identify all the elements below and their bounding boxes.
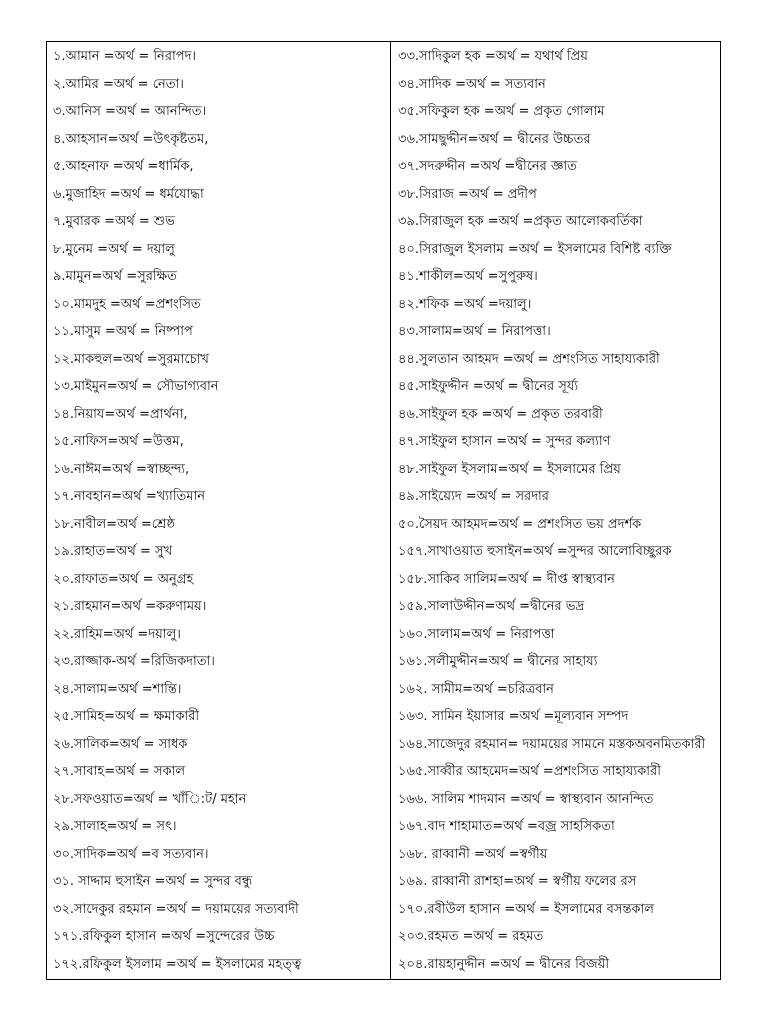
name-entry: ২৬.সালিক=অর্থ = সাধক: [53, 736, 188, 752]
name-entry: ৪৮.সাইফুল ইসলাম=অর্থ = ইসলামের প্রিয়: [398, 461, 621, 477]
name-entry: ৩৩.সাদিকুল হক =অর্থ = যথার্থ প্রিয়: [398, 49, 588, 64]
name-entry: ১৪.নিয়ায=অর্থ =প্রার্থনা,: [53, 406, 188, 422]
name-entry: ৪০.সিরাজুল ইসলাম =অর্থ = ইসলামের বিশিষ্ট ব্যক্তি: [398, 241, 672, 257]
name-entry: ৪৪.সুলতান আহমদ =অর্থ = প্রশংসিত সাহায্যকারী: [398, 351, 660, 367]
name-entry: ১.আমান =অর্থ = নিরাপদ।: [53, 49, 197, 64]
name-entry: ৪২.শফিক =অর্থ =দয়ালু।: [398, 296, 532, 312]
name-entry: ২০৪.রায়হানুদ্দীন =অর্থ = দ্বীনের বিজয়ী: [398, 956, 610, 972]
name-entry: ৩.আনিস =অর্থ = আনন্দিত।: [53, 104, 207, 119]
left-column: [47, 42, 391, 979]
name-entry: ১৭.নাবহান=অর্থ =খ্যাতিমান: [53, 489, 206, 504]
name-entry: ১৬৭.বাদ শাহামাত=অর্থ =বজ্র সাহসিকতা: [398, 819, 615, 834]
right-column: [391, 42, 720, 979]
name-entry: ৩১. সাদ্দাম হুসাইন =অর্থ = সুন্দর বন্ধু: [53, 874, 253, 889]
name-entry: ৫.আহনাফ =অর্থ =ধার্মিক,: [53, 159, 194, 174]
name-entry: ২১.রাহমান=অর্থ =করুণাময়।: [53, 599, 207, 614]
name-entry: ২৮.সফওয়াত=অর্থ = খাঁি:ট/ মহান: [53, 791, 247, 807]
name-entry: ২২.রাহিম=অর্থ =দয়ালু।: [53, 626, 181, 642]
name-entry: ১৭২.রফিকুল ইসলাম =অর্থ = ইসলামের মহত্ত্ব: [53, 956, 302, 972]
name-entry: ২৫.সামিহ=অর্থ = ক্ষমাকারী: [53, 709, 200, 724]
name-entry: ১৫.নাফিস=অর্থ =উত্তম,: [53, 434, 184, 449]
name-entry: ২৭.সাবাহ=অর্থ = সকাল: [53, 764, 186, 779]
name-entry: ৩৪.সাদিক =অর্থ = সত্যবান: [398, 76, 546, 92]
name-entry: ৪৯.সাইয়্যেদ =অর্থ = সরদার: [398, 489, 549, 504]
name-entry: ২০৩.রহমত =অর্থ = রহমত: [398, 929, 544, 944]
name-entry: ৪৬.সাইফুল হক =অর্থ = প্রকৃত তরবারী: [398, 406, 603, 422]
name-entry: ২৪.সালাম=অর্থ =শান্তি।: [53, 681, 182, 697]
name-entry: ৬.মুজাহিদ =অর্থ = ধর্মযোদ্ধা: [53, 186, 204, 202]
name-entry: ১৬৯. রাব্বানী রাশহা=অর্থ = স্বর্গীয় ফলের রস: [398, 874, 637, 889]
name-entry: ৪৭.সাইফুল হাসান =অর্থ = সুন্দর কল্যাণ: [398, 434, 611, 449]
names-table: [46, 41, 721, 980]
name-entry: ৩২.সাদেকুর রহমান =অর্থ = দয়াময়ের সত্যবাদী: [53, 901, 299, 917]
name-entry: ১৫৯.সালাউদ্দীন=অর্থ =দ্বীনের ভদ্র: [398, 599, 585, 614]
name-entry: ১৫৮.সাকিব সালিম=অর্থ = দীপ্ত স্বাস্থ্যবান: [398, 571, 615, 587]
name-entry: ২০.রাফাত=অর্থ = অনুগ্রহ: [53, 571, 194, 587]
name-entry: ৪৩.সালাম=অর্থ = নিরাপত্তা।: [398, 324, 551, 339]
name-entry: ১৬২. সামীম=অর্থ =চরিত্রবান: [398, 681, 554, 697]
name-entry: ৩৫.সফিকুল হক =অর্থ = প্রকৃত গোলাম: [398, 104, 605, 119]
name-entry: ৩৮.সিরাজ =অর্থ = প্রদীপ: [398, 186, 537, 202]
name-entry: ১৬০.সালাম=অর্থ = নিরাপত্তা: [398, 626, 555, 642]
name-entry: ৭.মুবারক =অর্থ = শুভ: [53, 214, 175, 229]
name-entry: ১৯.রাহাত=অর্থ = সুখ: [53, 544, 173, 559]
name-entry: ৫০.সৈয়দ আহমদ=অর্থ = প্রশংসিত ভয় প্রদর্শক: [398, 516, 642, 532]
name-entry: ১১.মাসুম =অর্থ = নিষ্পাপ: [53, 324, 193, 339]
name-entry: ১৭১.রফিকুল হাসান =অর্থ =সুন্দেরের উচ্চ: [53, 929, 275, 944]
name-entry: ২.আমির =অর্থ = নেতা।: [53, 76, 184, 92]
name-entry: ১৬.নাঈম=অর্থ =স্বাচ্ছন্দ্য,: [53, 461, 190, 477]
name-entry: ১৩.মাইমুন=অর্থ = সৌভাগ্যবান: [53, 379, 219, 394]
name-entry: ১৬৫.সাব্বীর আহমেদ=অর্থ =প্রশংসিত সাহায্যকারী: [398, 764, 661, 779]
name-entry: ১৬১.সলীমুদ্দীন=অর্থ = দ্বীনের সাহায্য: [398, 654, 598, 669]
name-entry: ৩০.সাদিক=অর্থ =ব সত্যবান।: [53, 846, 209, 862]
name-entry: ৩৭.সদরুদ্দীন =অর্থ =দ্বীনের জ্ঞাত: [398, 159, 577, 174]
name-entry: ১৬৬. সালিম শাদমান =অর্থ = স্বাস্থ্যবান আনন্দিত: [398, 791, 654, 807]
name-entry: ৪.আহসান=অর্থ =উৎকৃষ্টতম,: [53, 131, 209, 147]
name-entry: ১৬৩. সামিন ইয়াসার =অর্থ =মূল্যবান সম্পদ: [398, 709, 629, 724]
name-entry: ১৬৮. রাব্বানী =অর্থ =স্বর্গীয়: [398, 846, 548, 862]
name-entry: ১৮.নাবীল=অর্থ =শ্রেষ্ঠ: [53, 516, 175, 532]
name-entry: ১৫৭.সাখাওয়াত হুসাইন=অর্থ =সুন্দর আলোবিচ্ছুরক: [398, 544, 672, 559]
name-entry: ২৯.সালাহ=অর্থ = সৎ।: [53, 819, 177, 834]
name-entry: ১০.মামদুহ =অর্থ =প্রশংসিত: [53, 296, 201, 312]
name-entry: ৮.মুনেম =অর্থ = দয়ালু: [53, 241, 175, 257]
name-entry: ৪১.শাকীল=অর্থ =সুপুরুষ।: [398, 269, 538, 284]
name-entry: ১৬৪.সাজেদুর রহমান= দয়াময়ের সামনে মস্তকঅবনমিতকারী: [398, 736, 706, 752]
name-entry: ২৩.রাজ্জাক-অর্থ =রিজিকদাতা।: [53, 654, 215, 669]
name-entry: ১৭০.রবীউল হাসান =অর্থ = ইসলামের বসন্তকাল: [398, 901, 654, 917]
name-entry: ১২.মাকহুল=অর্থ =সুরমাচোখ: [53, 351, 209, 367]
name-entry: ৩৬.সামছুদ্দীন=অর্থ = দ্বীনের উচ্চতর: [398, 131, 591, 147]
name-entry: ৪৫.সাইফুদ্দীন =অর্থ = দ্বীনের সূর্য্য: [398, 379, 579, 394]
name-entry: ৩৯.সিরাজুল হক =অর্থ =প্রকৃত আলোকবর্তিকা: [398, 214, 643, 229]
name-entry: ৯.মামুন=অর্থ =সুরক্ষিত: [53, 269, 177, 284]
